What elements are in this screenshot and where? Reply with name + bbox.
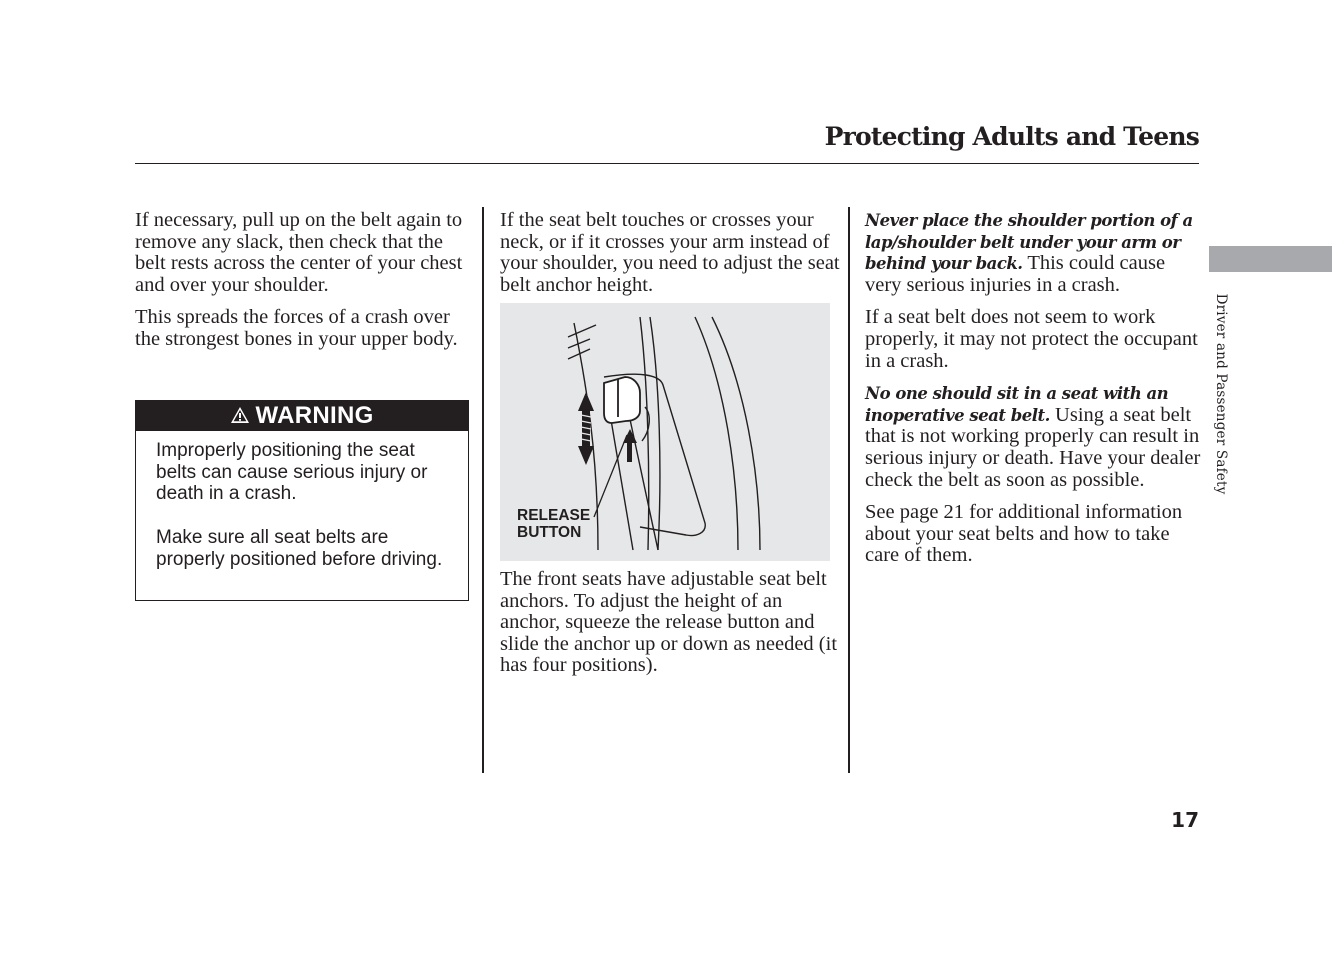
page-title: Protecting Adults and Teens xyxy=(824,122,1199,151)
column-1 xyxy=(135,210,475,362)
warning-text: Improperly positioning the seat belts can cause serious injury or death in a crash. xyxy=(156,440,428,505)
warning-heading: WARNING xyxy=(255,402,374,429)
paragraph: See page 21 for additional information about your seat belts and how to take care of them. xyxy=(865,501,1183,567)
column-2-bottom xyxy=(500,569,840,688)
section-tab xyxy=(1209,246,1332,272)
warning-body xyxy=(136,431,468,570)
title-rule xyxy=(135,163,1199,164)
paragraph: No one should sit in a seat with an inoperative seat belt. Using a seat belt that is not working properly can result in serious injury or death. Have your dealer check the belt as soon as possible. xyxy=(865,384,1201,491)
section-label: Driver and Passenger Safety xyxy=(1213,293,1229,495)
paragraph: If the seat belt touches or crosses your neck, or if it crosses your arm instead of your shoulder, you need to adjust the seat belt anchor height. xyxy=(500,209,840,296)
column-divider xyxy=(482,207,484,773)
seat-belt-anchor-illustration xyxy=(500,303,830,561)
paragraph: If necessary, pull up on the belt again to remove any slack, then check that the belt rests across the center of your chest and over your shoulder. xyxy=(135,209,463,296)
column-divider xyxy=(848,207,850,773)
emphasis-text: Never place the shoulder portion of a lap/shoulder belt under your arm or behind your back. xyxy=(865,211,1193,274)
paragraph: The front seats have adjustable seat belt anchors. To adjust the height of an anchor, squeeze the release button and slide the anchor up or down as needed (it has four positions). xyxy=(500,568,838,677)
column-3 xyxy=(865,210,1205,578)
paragraph: This spreads the forces of a crash over the strongest bones in your upper body. xyxy=(135,306,458,350)
page-number: 17 xyxy=(1171,808,1199,832)
paragraph: If a seat belt does not seem to work properly, it may not protect the occupant in a crash. xyxy=(865,306,1198,372)
release-button-label: RELEASE BUTTON xyxy=(517,507,591,541)
warning-triangle-icon xyxy=(230,403,250,431)
warning-header xyxy=(136,401,468,431)
paragraph: Never place the shoulder portion of a lap/shoulder belt under your arm or behind your back. This could cause very serious injuries in a crash. xyxy=(865,211,1193,296)
warning-box xyxy=(135,400,469,601)
emphasis-text: No one should sit in a seat with an inoperative seat belt. xyxy=(865,384,1169,425)
column-2 xyxy=(500,210,840,307)
warning-text: Make sure all seat belts are properly positioned before driving. xyxy=(156,526,443,570)
